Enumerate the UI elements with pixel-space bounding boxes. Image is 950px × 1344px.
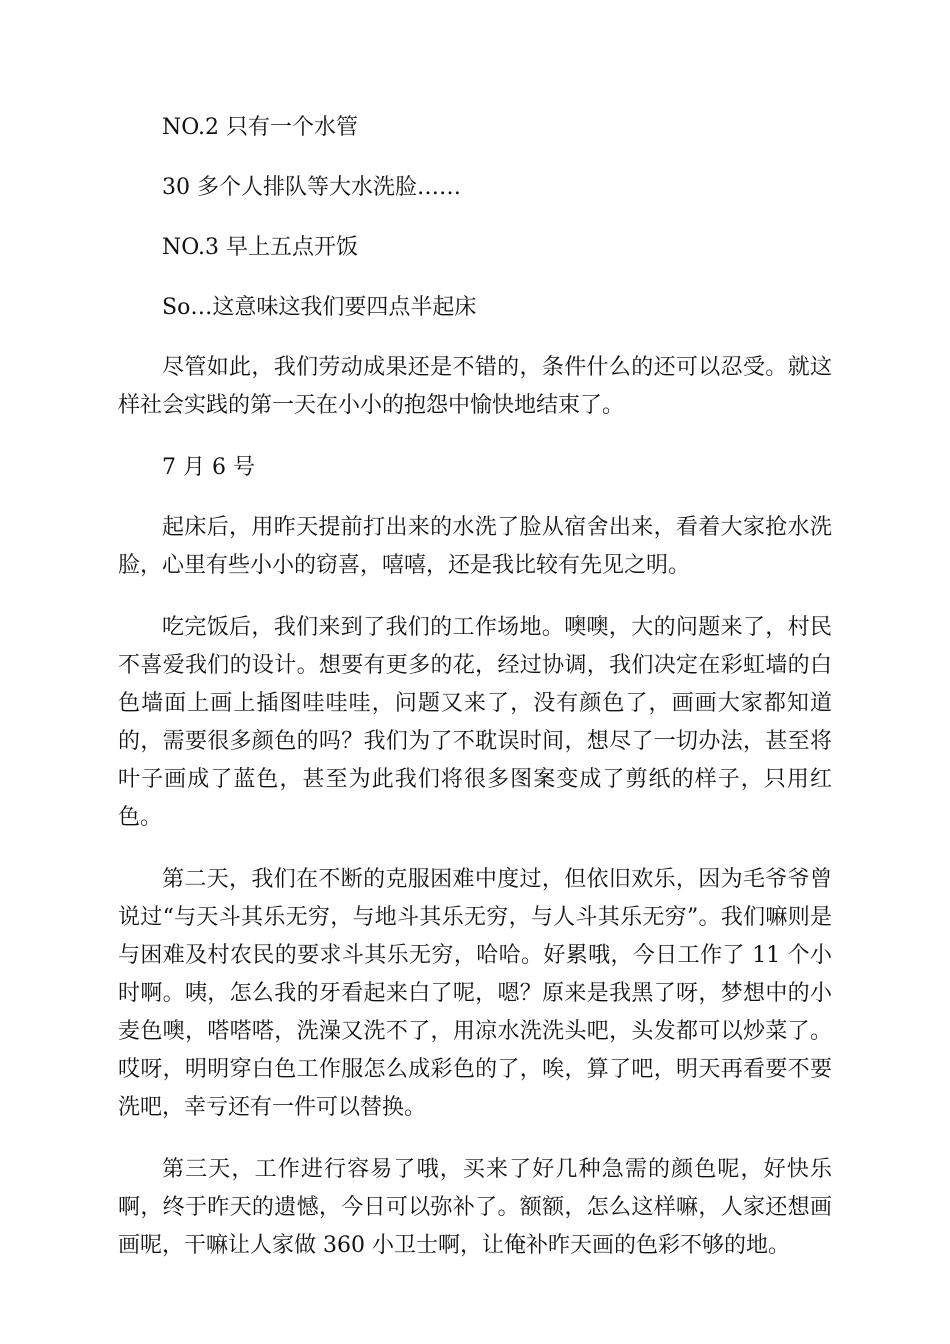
paragraph-worksite: 吃完饭后，我们来到了我们的工作场地。噢噢，大的问题来了，村民不喜爱我们的设计。想要有更多的花，经过协调，我们决定在彩虹墙的白色墙面上画上插图哇哇哇，问题又来了，没有颜色了，画画大家都知道的，需要很多颜色的吗？我们为了不耽误时间，想尽了一切办法，甚至将叶子画成了蓝色，甚至为此我们将很多图案变成了剪纸的样子，只用红色。 xyxy=(118,615,832,830)
paragraph-queue: 30 多个人排队等大水洗脸…… xyxy=(162,175,461,200)
paragraph-morning: 起床后，用昨天提前打出来的水洗了脸从宿舍出来，看着大家抢水洗脸，心里有些小小的窃喜，嘻嘻，还是我比较有先见之明。 xyxy=(118,515,832,578)
paragraph-so: So…这意味这我们要四点半起床 xyxy=(162,295,477,320)
paragraph-date: 7 月 6 号 xyxy=(162,455,255,480)
paragraph-day3: 第三天，工作进行容易了哦，买来了好几种急需的颜色呢，好快乐啊，终于昨天的遗憾，今日可以弥补了。额额，怎么这样嘛，人家还想画画呢，干嘛让人家做 360 小卫士啊，让俺补昨天画的色彩不够的地。 xyxy=(118,1157,832,1258)
paragraph-no3: NO.3 早上五点开饭 xyxy=(162,235,358,260)
paragraph-no2: NO.2 只有一个水管 xyxy=(162,115,358,140)
paragraph-summary-day1: 尽管如此，我们劳动成果还是不错的，条件什么的还可以忍受。就这样社会实践的第一天在小小的抱怨中愉快地结束了。 xyxy=(118,355,832,418)
paragraph-day2: 第二天，我们在不断的克服困难中度过，但依旧欢乐，因为毛爷爷曾说过“与天斗其乐无穷，与地斗其乐无穷，与人斗其乐无穷”。我们嘛则是与困难及村农民的要求斗其乐无穷，哈哈。好累哦，今日工作了 11 个小时啊。咦，怎么我的牙看起来白了呢，嗯？原来是我黑了呀，梦想中的小麦色噢，嗒嗒嗒，洗澡又洗不了，用凉水洗洗头吧，头发都可以炒菜了。哎呀，明明穿白色工作服怎么成彩色的了，唉，算了吧，明天再看要不要洗吧，幸亏还有一件可以替换。 xyxy=(118,867,832,1120)
